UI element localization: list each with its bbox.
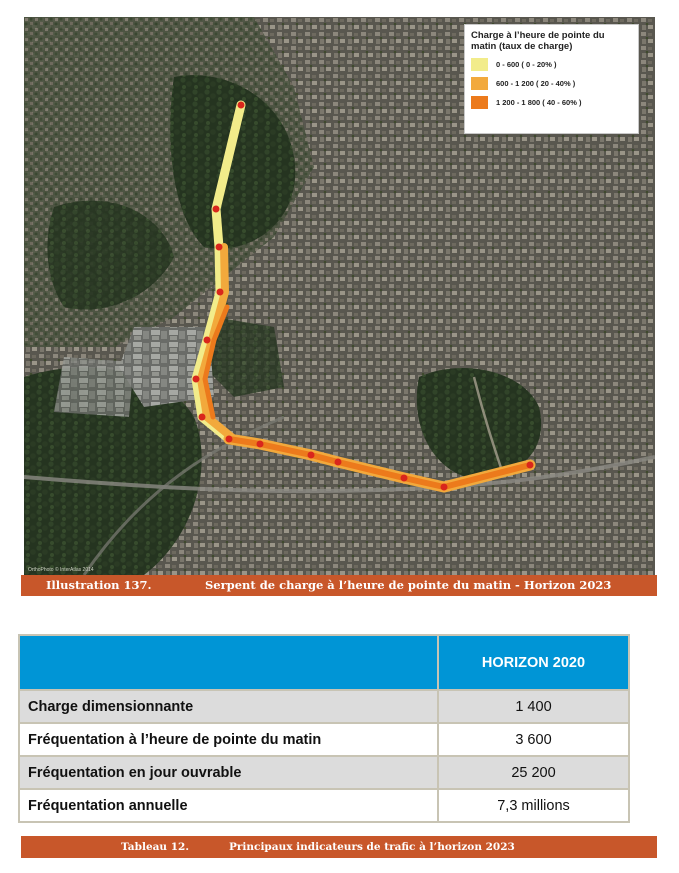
legend-swatch-low xyxy=(471,58,488,71)
table-caption xyxy=(21,836,657,858)
table-header-row xyxy=(19,635,629,690)
stop-marker xyxy=(527,462,534,469)
legend-label-low: 0 - 600 ( 0 - 20% ) xyxy=(496,60,557,69)
table-row xyxy=(19,690,629,723)
traffic-indicators-table xyxy=(18,634,630,823)
legend-label-high: 1 200 - 1 800 ( 40 - 60% ) xyxy=(496,98,582,107)
stop-marker xyxy=(226,436,233,443)
stop-marker xyxy=(441,484,448,491)
stop-marker xyxy=(216,244,223,251)
legend-item-high xyxy=(471,96,632,109)
stop-marker xyxy=(401,475,408,482)
stop-marker xyxy=(204,337,211,344)
legend-item-low xyxy=(471,58,632,71)
stop-marker xyxy=(308,452,315,459)
table-number: Tableau 12. xyxy=(121,841,189,853)
map-credit: OrthoPhoto © InterAtlas 2014 xyxy=(28,567,94,573)
legend-label-medium: 600 - 1 200 ( 20 - 40% ) xyxy=(496,79,576,88)
legend-title: Charge à l’heure de pointe du matin (taux de charge) xyxy=(471,30,605,52)
industrial-area-2 xyxy=(54,357,134,417)
stop-marker xyxy=(335,459,342,466)
row-value: 3 600 xyxy=(438,723,629,756)
row-label: Fréquentation à l’heure de pointe du matin xyxy=(19,723,438,756)
table-row xyxy=(19,789,629,822)
row-value: 1 400 xyxy=(438,690,629,723)
stop-marker xyxy=(199,414,206,421)
table-header-empty xyxy=(19,635,438,690)
stop-marker xyxy=(217,289,224,296)
stop-marker xyxy=(257,441,264,448)
map-legend xyxy=(464,24,639,134)
row-value: 7,3 millions xyxy=(438,789,629,822)
table-row xyxy=(19,723,629,756)
legend-swatch-high xyxy=(471,96,488,109)
table-row xyxy=(19,756,629,789)
stop-marker xyxy=(238,102,245,109)
stop-marker xyxy=(193,376,200,383)
row-value: 25 200 xyxy=(438,756,629,789)
table-title: Principaux indicateurs de trafic à l’horizon 2023 xyxy=(229,841,515,853)
row-label: Charge dimensionnante xyxy=(19,690,438,723)
illustration-caption xyxy=(21,575,657,596)
legend-item-medium xyxy=(471,77,632,90)
table-header-horizon: HORIZON 2020 xyxy=(438,635,629,690)
illustration-title: Serpent de charge à l’heure de pointe du matin - Horizon 2023 xyxy=(205,578,612,592)
row-label: Fréquentation annuelle xyxy=(19,789,438,822)
illustration-number: Illustration 137. xyxy=(46,578,152,592)
row-label: Fréquentation en jour ouvrable xyxy=(19,756,438,789)
stop-marker xyxy=(213,206,220,213)
legend-swatch-medium xyxy=(471,77,488,90)
